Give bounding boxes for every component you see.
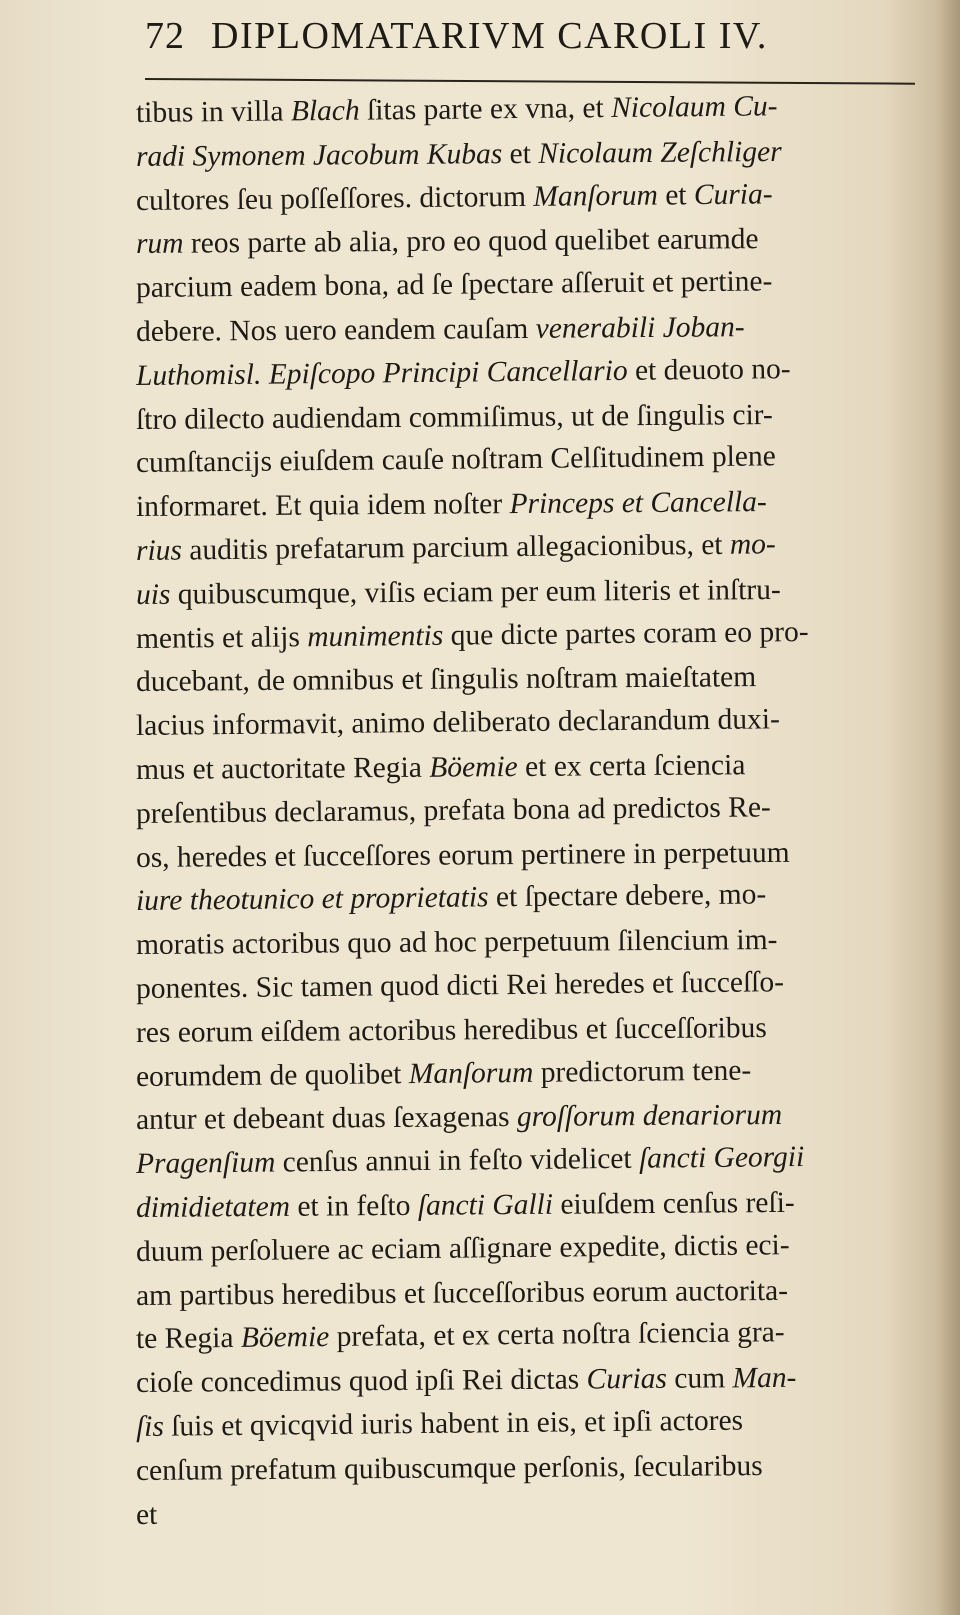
text-span: ponentes. Sic tamen quod dicti Rei heredes et ſucceſſo- [135, 966, 785, 1005]
italic-span: ſancti Galli [417, 1188, 554, 1222]
text-span: informaret. Et quia idem noſter [135, 488, 510, 524]
text-line [136, 784, 936, 836]
text-line [136, 84, 936, 136]
italic-span: Curias [586, 1362, 668, 1396]
page-gutter-shadow [938, 0, 960, 1615]
text-line [136, 1310, 936, 1362]
text-line [136, 960, 936, 1012]
text-span: et [135, 1498, 158, 1531]
header-rule [145, 78, 915, 85]
italic-span: Nicolaum Cu- [610, 90, 778, 125]
text-span: et in feſto [289, 1189, 418, 1223]
text-span: mus et auctoritate Regia [135, 751, 430, 786]
text-span: eiuſdem cenſus reſi- [552, 1186, 795, 1221]
italic-span: Manſorum [408, 1056, 534, 1090]
text-span: prefata, et ex certa noſtra ſciencia gra- [329, 1316, 785, 1354]
text-span: ducebant, de omnibus et ſingulis noſtram maieſtatem [135, 661, 757, 699]
text-span: mentis et alijs [135, 620, 308, 655]
italic-span: Böemie [240, 1321, 330, 1355]
page-number: 72 [145, 15, 185, 57]
text-line [136, 872, 936, 924]
italic-span: dimidietatem [135, 1190, 291, 1224]
italic-span: rius [135, 534, 183, 567]
italic-span: radi Symonem Jacobum Kubas [135, 137, 503, 173]
text-span: cum [666, 1362, 733, 1395]
text-span: tibus in villa [135, 95, 292, 129]
text-line [136, 1222, 936, 1274]
text-line [136, 609, 936, 661]
text-line [136, 522, 936, 574]
text-span: preſentibus declaramus, prefata bona ad predictos Re- [135, 791, 771, 830]
text-span: et [502, 137, 539, 170]
text-span: cultores ſeu poſſeſſores. dictorum [135, 180, 534, 217]
body-text [136, 92, 936, 1537]
italic-span: Manſorum [533, 179, 659, 213]
italic-span: ſancti Georgii [638, 1141, 805, 1175]
italic-span: iure theotunico et proprietatis [135, 881, 489, 918]
italic-span: Curia- [693, 177, 773, 211]
text-span: quibuscumque, viſis eciam per eum literis et inſtru- [170, 573, 781, 611]
italic-span: rum [135, 228, 184, 261]
text-line [136, 1135, 936, 1187]
text-span: moratis actoribus quo ad hoc perpetuum ſilencium im- [135, 924, 778, 962]
text-line [136, 1485, 936, 1537]
running-header [145, 14, 935, 74]
text-span: cumſtancijs eiuſdem cauſe noſtram Celſitudinem plene [135, 440, 776, 480]
text-line [136, 434, 936, 486]
italic-span: groſſorum denariorum [516, 1099, 783, 1134]
text-span: ſuis et qvicqvid iuris habent in eis, et ipſi actores [163, 1404, 744, 1443]
text-span: cenſum prefatum quibuscumque perſonis, ſecularibus [135, 1449, 763, 1487]
text-span: et deuoto no- [627, 352, 791, 387]
text-span: ſitas parte ex vna, et [359, 92, 612, 127]
text-span: am partibus heredibus et ſucceſſoribus eorum auctorita- [135, 1274, 789, 1312]
text-span: eorumdem de quolibet [135, 1057, 409, 1093]
text-span: que dicte partes coram eo pro- [443, 615, 809, 652]
text-span: duum perſoluere ac eciam aſſignare expedite, dictis eci- [135, 1228, 790, 1268]
text-span: predictorum tene- [533, 1054, 752, 1089]
italic-span: Pragenſium [135, 1146, 276, 1181]
italic-span: ſis [135, 1410, 165, 1443]
text-span: cioſe concedimus quod ipſi Rei dictas [135, 1363, 587, 1400]
text-span: ſtro dilecto audiendam commiſimus, ut de ſingulis cir- [135, 398, 773, 436]
text-span: te Regia [135, 1322, 242, 1356]
italic-span: munimentis [307, 619, 444, 653]
text-span: parcium eadem bona, ad ſe ſpectare aſſeruit et pertine- [135, 265, 773, 305]
italic-span: mo- [729, 528, 776, 561]
running-title: DIPLOMATARIVM CAROLI IV. [211, 15, 768, 57]
text-span: et [657, 178, 695, 212]
text-span: debere. Nos uero eandem cauſam [135, 312, 536, 348]
text-line [136, 171, 936, 223]
italic-span: Böemie [429, 750, 518, 784]
text-span: et ſpectare debere, mo- [488, 878, 767, 914]
italic-span: Blach [290, 94, 360, 128]
text-span: lacius informavit, animo deliberato declarandum duxi- [135, 703, 780, 743]
text-line [136, 1398, 936, 1450]
italic-span: Nicolaum Zeſchliger [538, 135, 782, 170]
text-line [136, 697, 936, 749]
italic-span: Man- [732, 1361, 797, 1395]
text-span: cenſus annui in feſto videlicet [275, 1142, 640, 1179]
text-line [136, 346, 936, 398]
text-line [136, 1047, 936, 1099]
text-span: reos parte ab alia, pro eo quod quelibet earumde [183, 223, 759, 261]
italic-span: Princeps et Cancella- [509, 486, 767, 521]
text-span: et ex certa ſciencia [517, 749, 746, 783]
text-span: antur et debeant duas ſexagenas [135, 1101, 517, 1137]
italic-span: venerabili Joban- [535, 311, 745, 345]
text-line [136, 259, 936, 311]
text-span: res eorum eiſdem actoribus heredibus et ſucceſſoribus [135, 1011, 767, 1049]
italic-span: uis [135, 578, 171, 611]
italic-span: Luthomisl. Epiſcopo Principi Cancellario [135, 354, 628, 392]
text-span: os, heredes et ſucceſſores eorum pertinere in perpetuum [135, 836, 790, 874]
text-span: auditis prefatarum parcium allegacionibus, et [181, 528, 731, 567]
